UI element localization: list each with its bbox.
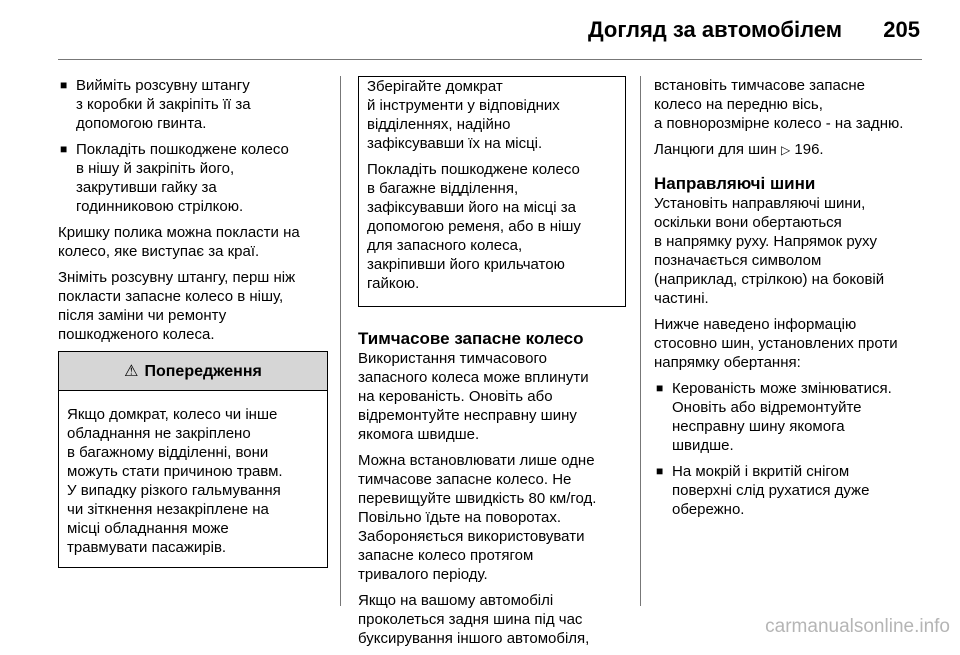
- text-line: колесо, яке виступає за краї.: [58, 243, 260, 260]
- text-line: годинниковою стрілкою.: [76, 198, 244, 215]
- text-line: закрутивши гайку за: [76, 179, 217, 196]
- text-line: частині.: [654, 290, 709, 307]
- paragraph: [367, 77, 617, 153]
- text-line: для запасного колеса,: [367, 237, 523, 254]
- text-line: відділеннях, надійно: [367, 116, 511, 133]
- text-line: Якщо на вашому автомобілі: [358, 592, 554, 609]
- text-line: оскільки вони обертаються: [654, 214, 842, 231]
- text-line: встановіть тимчасове запасне: [654, 77, 865, 94]
- text-line: стосовно шин, установлених проти: [654, 335, 898, 352]
- text-line: напрямку обертання:: [654, 354, 801, 371]
- text-line: після заміни чи ремонту: [58, 307, 227, 324]
- column-2: [358, 76, 626, 655]
- paragraph: [654, 315, 926, 372]
- paragraph: [358, 349, 626, 444]
- bullet-item: [58, 76, 328, 133]
- text-line: покласти запасне колесо в нішу,: [58, 288, 284, 305]
- text-line: травмувати пасажирів.: [67, 539, 227, 556]
- chains-page: 196.: [794, 141, 824, 158]
- paragraph: [358, 451, 626, 584]
- text-line: Забороняється використовувати: [358, 528, 585, 545]
- warning-box: [58, 351, 328, 568]
- text-line: закріпивши його крильчатою: [367, 256, 565, 273]
- text-line: з коробки й закріпіть її за: [76, 96, 251, 113]
- bullet-item: [654, 379, 926, 455]
- bullet-item: [58, 140, 328, 216]
- text-line: швидше.: [672, 437, 734, 454]
- bullet-square-icon: ■: [60, 142, 68, 156]
- text-line: перевищуйте швидкість 80 км/год.: [358, 490, 597, 507]
- text-line: колесо на передню вісь,: [654, 96, 823, 113]
- text-line: проколеться задня шина під час: [358, 611, 583, 628]
- text-line: поверхні слід рухатися дуже: [672, 482, 870, 499]
- text-line: Зберігайте домкрат: [367, 78, 503, 95]
- paragraph: [654, 194, 926, 308]
- page-number: 205: [883, 17, 920, 42]
- text-line: пошкодженого колеса.: [58, 326, 215, 343]
- text-line: тимчасове запасне колесо. Не: [358, 471, 572, 488]
- text-line: допомогою ременя, або в нішу: [367, 218, 581, 235]
- text-line: Зніміть розсувну штангу, перш ніж: [58, 269, 296, 286]
- warning-text: [59, 391, 327, 567]
- note-box: [358, 76, 626, 307]
- column-divider-left: [340, 76, 341, 606]
- text-line: буксирування іншого автомобіля,: [358, 630, 590, 647]
- text-line: тривалого періоду.: [358, 566, 488, 583]
- text-line: Використання тимчасового: [358, 350, 547, 367]
- warning-icon: ⚠: [124, 362, 139, 380]
- text-line: на керованість. Оновіть або: [358, 388, 553, 405]
- text-line: Вийміть розсувну штангу: [76, 77, 250, 94]
- paragraph: [358, 591, 626, 648]
- warning-title: Попередження: [144, 362, 262, 380]
- column-1: [58, 76, 328, 568]
- header-title: Догляд за автомобілем: [587, 17, 842, 42]
- bullet-item: [654, 462, 926, 519]
- chains-text: Ланцюги для шин: [654, 141, 777, 158]
- bullet-square-icon: ■: [656, 381, 664, 395]
- text-line: місці обладнання може: [67, 520, 229, 537]
- text-line: позначається символом: [654, 252, 822, 269]
- text-line: Оновіть або відремонтуйте: [672, 399, 862, 416]
- bullet-square-icon: ■: [656, 464, 664, 478]
- text-line: допомогою гвинта.: [76, 115, 207, 132]
- text-line: й інструменти у відповідних: [367, 97, 560, 114]
- text-line: У випадку різкого гальмування: [67, 482, 281, 499]
- text-line: відремонтуйте несправну шину: [358, 407, 577, 424]
- text-line: в багажне відділення,: [367, 180, 519, 197]
- text-line: Нижче наведено інформацію: [654, 316, 857, 333]
- chains-reference: [654, 140, 926, 160]
- text-line: несправну шину якомога: [672, 418, 845, 435]
- text-line: в багажному відділенні, вони: [67, 444, 269, 461]
- header-rule: [58, 59, 922, 60]
- section-heading-directional-tyres: Направляючі шини: [654, 174, 816, 193]
- text-line: якомога швидше.: [358, 426, 480, 443]
- text-line: гайкою.: [367, 275, 420, 292]
- column-divider-right: [640, 76, 641, 606]
- text-line: Установіть направляючі шини,: [654, 195, 866, 212]
- warning-header: [59, 352, 327, 391]
- text-line: Якщо домкрат, колесо чи інше: [67, 406, 278, 423]
- text-line: можуть стати причиною травм.: [67, 463, 283, 480]
- paragraph: [367, 160, 617, 293]
- page-header: [0, 0, 960, 60]
- column-3: [654, 76, 926, 526]
- bullet-square-icon: ■: [60, 78, 68, 92]
- text-line: зафіксувавши його на місці за: [367, 199, 576, 216]
- text-line: Можна встановлювати лише одне: [358, 452, 595, 469]
- text-line: запасного колеса може вплинути: [358, 369, 589, 386]
- page-reference-icon: ▷: [781, 143, 791, 157]
- text-line: Покладіть пошкоджене колесо: [367, 161, 580, 178]
- watermark: carmanualsonline.info: [765, 616, 950, 637]
- text-line: в нішу й закріпіть його,: [76, 160, 235, 177]
- paragraph: [654, 76, 926, 133]
- text-line: Керованість може змінюватися.: [672, 380, 892, 397]
- text-line: Повільно їдьте на поворотах.: [358, 509, 562, 526]
- text-line: обережно.: [672, 501, 745, 518]
- text-line: (наприклад, стрілкою) на боковій: [654, 271, 885, 288]
- text-line: Кришку полика можна покласти на: [58, 224, 300, 241]
- text-line: На мокрій і вкритій снігом: [672, 463, 850, 480]
- text-line: а повнорозмірне колесо - на задню.: [654, 115, 904, 132]
- text-line: в напрямку руху. Напрямок руху: [654, 233, 878, 250]
- text-line: зафіксувавши їх на місці.: [367, 135, 543, 152]
- text-line: обладнання не закріплено: [67, 425, 251, 442]
- text-line: чи зіткнення незакріплене на: [67, 501, 269, 518]
- text-line: запасне колесо протягом: [358, 547, 534, 564]
- paragraph: [58, 268, 328, 344]
- section-heading-temporary-spare: Тимчасове запасне колесо: [358, 329, 584, 348]
- paragraph: [58, 223, 328, 261]
- text-line: Покладіть пошкоджене колесо: [76, 141, 289, 158]
